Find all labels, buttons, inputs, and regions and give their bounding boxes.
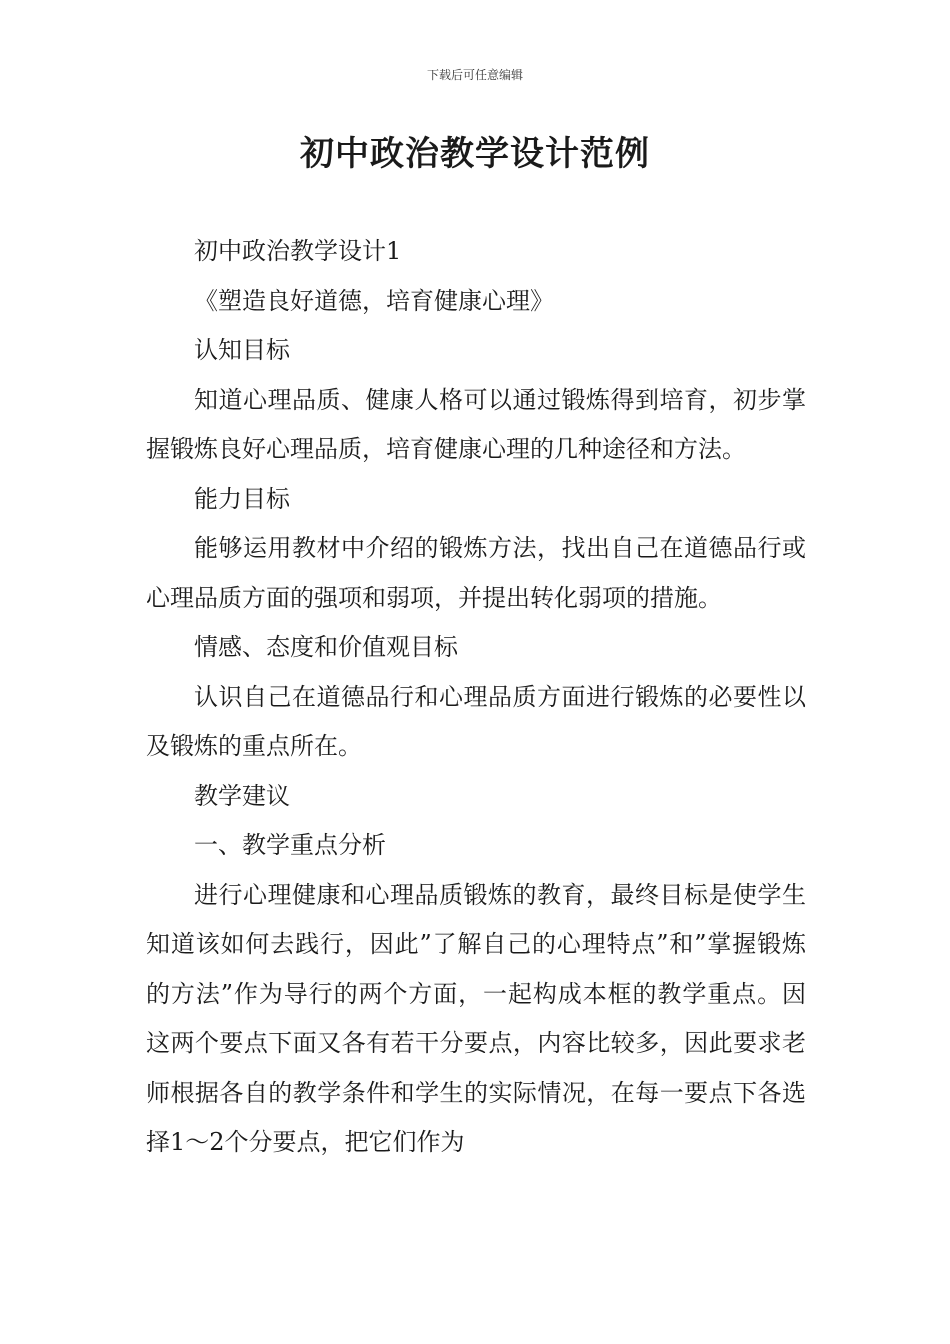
paragraph: 进行心理健康和心理品质锻炼的教育，最终目标是使学生知道该如何去践行，因此”了解自己的心理特点”和”掌握锻炼的方法”作为导行的两个方面，一起构成本框的教学重点。因这两个要点下面又各有若干分要点，内容比较多，因此要求老师根据各自的教学条件和学生的实际情况，在每一要点下各选择1～2个分要点，把它们作为: [146, 880, 806, 1156]
paragraph: 认识自己在道德品行和心理品质方面进行锻炼的必要性以及锻炼的重点所在。: [146, 682, 806, 760]
subheading-cognitive-goal: 认知目标: [194, 336, 290, 364]
lesson-title: 《塑造良好道德，培育健康心理》: [194, 286, 554, 315]
paragraph: 知道心理品质、健康人格可以通过锻炼得到培育，初步掌握锻炼良好心理品质，培育健康心理的几种途径和方法。: [146, 385, 806, 463]
subheading-emotion-goal: 情感、态度和价值观目标: [194, 633, 458, 661]
subheading-ability-goal: 能力目标: [194, 484, 290, 513]
document-title: 初中政治教学设计范例: [300, 134, 650, 174]
header-note: 下载后可任意编辑: [426, 68, 523, 82]
paragraph: 能够运用教材中介绍的锻炼方法，找出自己在道德品行或心理品质方面的强项和弱项，并提出转化弱项的措施。: [146, 534, 806, 612]
subheading-teaching-advice: 教学建议: [194, 781, 290, 810]
document-body: [146, 227, 806, 1168]
subheading-key-points: 一、教学重点分析: [194, 831, 386, 859]
section-heading: 初中政治教学设计1: [194, 237, 402, 265]
